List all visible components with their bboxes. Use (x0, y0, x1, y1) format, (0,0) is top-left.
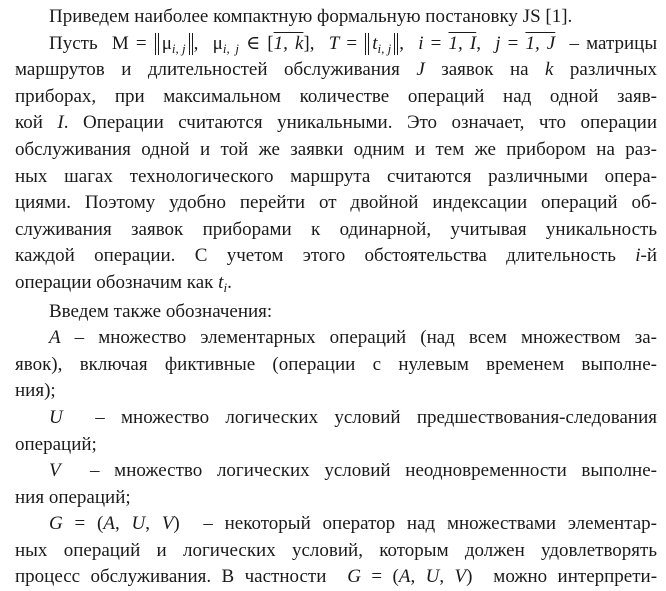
paragraph-line: ных операций и логических условий, которым должен удовлетворять (15, 539, 657, 561)
paragraph-line: обслуживания одной и той же заявки одним и тем же прибором на раз- (15, 138, 657, 160)
paragraph-line: каждой операции. С учетом этого обстоятельства длительность i-й (15, 245, 658, 267)
paragraph-line: Приведем наиболее компактную формальную постановку JS [1]. (49, 6, 573, 27)
paragraph-line: приборах, при максимальном количестве операций над одной заяв- (15, 85, 657, 107)
definition-line: U – множество логических условий предшествования-следования (49, 406, 657, 428)
paragraph-text: Пусть (49, 32, 98, 54)
paragraph-line: циями. Поэтому удобно перейти от двойной индексации операций об- (15, 192, 657, 214)
paragraph-line: ных шагах технологического маршрута считаются различными опера- (15, 165, 657, 187)
paragraph-line: Введем также обозначения: (49, 300, 273, 322)
formula-line (15, 31, 657, 58)
paragraph-line: ния); (15, 380, 56, 402)
math-formula: $M = \mu_{i, j}$ , $\mu_{i, j}$ ∈ [1, k], $T = t_{i, j}$ , i = 1, I, j = 1, J (111, 32, 556, 56)
paragraph-line: операции обозначим как $t_i$. (15, 271, 232, 295)
paragraph-line: кой I. Операции считаются уникальными. Это означает, что операции (15, 112, 657, 134)
definition-line: V – множество логических условий неодновременности выполне- (49, 460, 657, 482)
paragraph-line: операций; (15, 433, 97, 455)
paragraph-line: явок), включая фиктивные (операции с нулевым временем выполне- (15, 353, 657, 375)
definition-line: G = (A, U, V) – некоторый оператор над множествами элементар- (49, 513, 658, 535)
document-page (15, 4, 657, 591)
paragraph-line: маршрутов и длительностей обслуживания J заявок на k различных (15, 59, 657, 81)
paragraph-line: служивания заявок приборами к одинарной, учитывая уникальность (15, 218, 657, 240)
definition-line: A – множество элементарных операций (над всем множеством за- (49, 327, 657, 349)
paragraph-line: ния операций; (15, 486, 131, 508)
paragraph-text: – матрицы (569, 32, 658, 54)
paragraph-line: процесс обслуживания. В частности G = (A, U, V) можно интерпрети- (15, 566, 658, 588)
